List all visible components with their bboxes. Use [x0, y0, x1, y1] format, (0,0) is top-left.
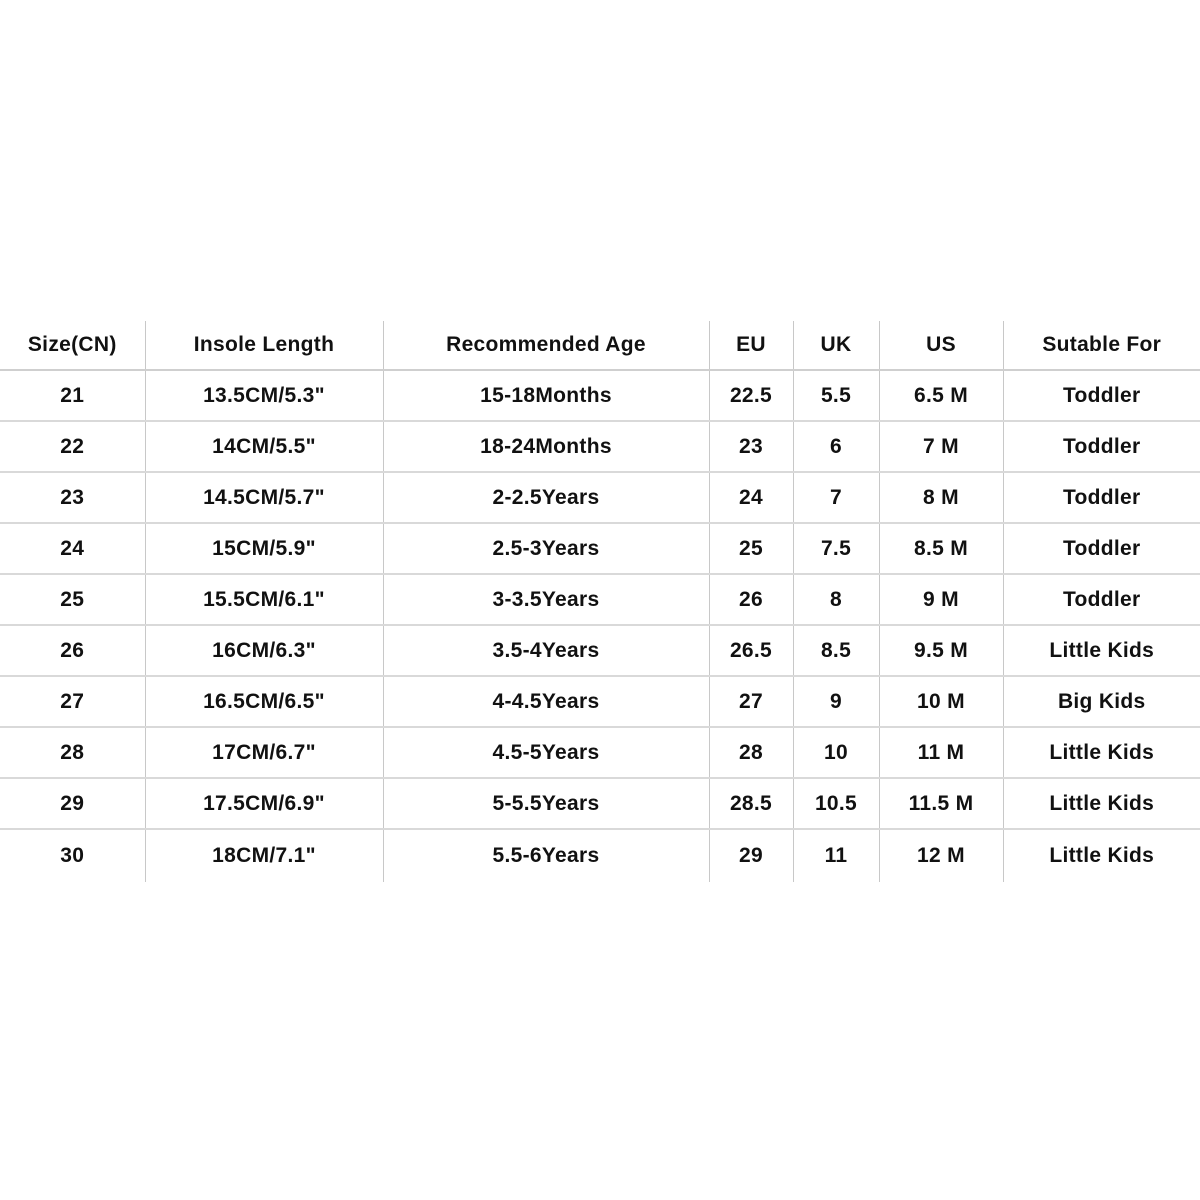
table-row: [0, 370, 1200, 421]
cell-us: 10 M: [879, 676, 1003, 727]
cell-us: 9 M: [879, 574, 1003, 625]
cell-size-cn: 22: [0, 421, 145, 472]
cell-size-cn: 25: [0, 574, 145, 625]
table-row: [0, 829, 1200, 882]
cell-suitable-for: Little Kids: [1003, 829, 1200, 882]
cell-suitable-for: Toddler: [1003, 574, 1200, 625]
cell-suitable-for: Toddler: [1003, 370, 1200, 421]
cell-insole-length: 14CM/5.5": [145, 421, 383, 472]
cell-us: 8.5 M: [879, 523, 1003, 574]
table-row: [0, 676, 1200, 727]
cell-insole-length: 18CM/7.1": [145, 829, 383, 882]
cell-uk: 9: [793, 676, 879, 727]
cell-suitable-for: Little Kids: [1003, 625, 1200, 676]
header-insole-length: Insole Length: [145, 321, 383, 370]
header-us: US: [879, 321, 1003, 370]
cell-us: 6.5 M: [879, 370, 1003, 421]
table-header: [0, 321, 1200, 370]
cell-uk: 10: [793, 727, 879, 778]
cell-us: 7 M: [879, 421, 1003, 472]
cell-uk: 8.5: [793, 625, 879, 676]
cell-suitable-for: Toddler: [1003, 472, 1200, 523]
table-body: [0, 370, 1200, 882]
cell-suitable-for: Toddler: [1003, 421, 1200, 472]
cell-recommended-age: 3.5-4Years: [383, 625, 709, 676]
cell-eu: 24: [709, 472, 793, 523]
cell-suitable-for: Little Kids: [1003, 727, 1200, 778]
cell-eu: 22.5: [709, 370, 793, 421]
cell-us: 12 M: [879, 829, 1003, 882]
cell-uk: 7: [793, 472, 879, 523]
cell-eu: 23: [709, 421, 793, 472]
cell-recommended-age: 15-18Months: [383, 370, 709, 421]
cell-uk: 7.5: [793, 523, 879, 574]
cell-recommended-age: 18-24Months: [383, 421, 709, 472]
cell-insole-length: 15CM/5.9": [145, 523, 383, 574]
cell-uk: 8: [793, 574, 879, 625]
cell-recommended-age: 4-4.5Years: [383, 676, 709, 727]
cell-us: 9.5 M: [879, 625, 1003, 676]
table-row: [0, 778, 1200, 829]
cell-size-cn: 30: [0, 829, 145, 882]
table-row: [0, 523, 1200, 574]
cell-us: 11 M: [879, 727, 1003, 778]
cell-uk: 6: [793, 421, 879, 472]
cell-recommended-age: 3-3.5Years: [383, 574, 709, 625]
cell-insole-length: 14.5CM/5.7": [145, 472, 383, 523]
cell-size-cn: 29: [0, 778, 145, 829]
cell-insole-length: 13.5CM/5.3": [145, 370, 383, 421]
cell-us: 11.5 M: [879, 778, 1003, 829]
cell-suitable-for: Toddler: [1003, 523, 1200, 574]
header-uk: UK: [793, 321, 879, 370]
cell-recommended-age: 5.5-6Years: [383, 829, 709, 882]
cell-uk: 5.5: [793, 370, 879, 421]
cell-size-cn: 27: [0, 676, 145, 727]
cell-eu: 29: [709, 829, 793, 882]
cell-insole-length: 15.5CM/6.1": [145, 574, 383, 625]
cell-size-cn: 26: [0, 625, 145, 676]
cell-eu: 28.5: [709, 778, 793, 829]
cell-suitable-for: Little Kids: [1003, 778, 1200, 829]
size-chart: [0, 321, 1200, 882]
cell-insole-length: 17.5CM/6.9": [145, 778, 383, 829]
table-row: [0, 472, 1200, 523]
cell-size-cn: 21: [0, 370, 145, 421]
cell-size-cn: 28: [0, 727, 145, 778]
cell-recommended-age: 4.5-5Years: [383, 727, 709, 778]
cell-eu: 26.5: [709, 625, 793, 676]
cell-uk: 10.5: [793, 778, 879, 829]
cell-recommended-age: 5-5.5Years: [383, 778, 709, 829]
cell-eu: 27: [709, 676, 793, 727]
cell-eu: 26: [709, 574, 793, 625]
cell-eu: 28: [709, 727, 793, 778]
cell-insole-length: 16CM/6.3": [145, 625, 383, 676]
header-row: [0, 321, 1200, 370]
cell-insole-length: 17CM/6.7": [145, 727, 383, 778]
header-eu: EU: [709, 321, 793, 370]
cell-size-cn: 24: [0, 523, 145, 574]
cell-uk: 11: [793, 829, 879, 882]
cell-size-cn: 23: [0, 472, 145, 523]
cell-us: 8 M: [879, 472, 1003, 523]
table-row: [0, 574, 1200, 625]
cell-suitable-for: Big Kids: [1003, 676, 1200, 727]
header-size-cn: Size(CN): [27, 333, 117, 356]
table-row: [0, 625, 1200, 676]
size-chart-table: [0, 321, 1200, 882]
header-suitable-for: Sutable For: [1003, 321, 1200, 370]
cell-insole-length: 16.5CM/6.5": [145, 676, 383, 727]
table-row: [0, 727, 1200, 778]
cell-recommended-age: 2.5-3Years: [383, 523, 709, 574]
table-row: [0, 421, 1200, 472]
cell-eu: 25: [709, 523, 793, 574]
cell-recommended-age: 2-2.5Years: [383, 472, 709, 523]
header-recommended-age: Recommended Age: [383, 321, 709, 370]
